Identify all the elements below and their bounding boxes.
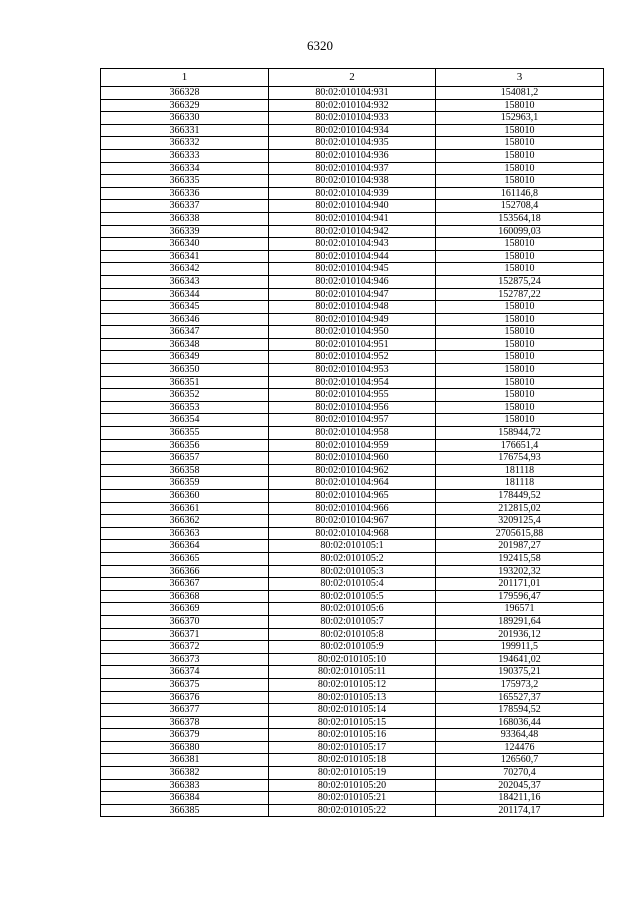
table-row: [101, 275, 604, 288]
table-cell-col-3: 168036,44: [436, 716, 604, 729]
table-cell-col-3: 158010: [436, 389, 604, 402]
table-cell-col-2: 80:02:010104:965: [269, 490, 436, 503]
table-cell-col-1: 366351: [101, 376, 269, 389]
table-cell-col-1: 366331: [101, 124, 269, 137]
table-row: [101, 540, 604, 553]
table-cell-col-3: 212815,02: [436, 502, 604, 515]
table-row: [101, 288, 604, 301]
table-cell-col-3: 158010: [436, 149, 604, 162]
table-cell-col-2: 80:02:010105:8: [269, 628, 436, 641]
table-cell-col-1: 366372: [101, 641, 269, 654]
table-cell-col-3: 158010: [436, 175, 604, 188]
table-cell-col-2: 80:02:010105:16: [269, 729, 436, 742]
table-cell-col-2: 80:02:010105:20: [269, 779, 436, 792]
table-row: [101, 401, 604, 414]
table-row: [101, 792, 604, 805]
table-cell-col-2: 80:02:010104:966: [269, 502, 436, 515]
table-cell-col-2: 80:02:010104:962: [269, 464, 436, 477]
table-cell-col-3: 126560,7: [436, 754, 604, 767]
table-cell-col-3: 158010: [436, 162, 604, 175]
table-cell-col-1: 366340: [101, 238, 269, 251]
table-cell-col-3: 158010: [436, 414, 604, 427]
table-cell-col-1: 366362: [101, 515, 269, 528]
table-row: [101, 137, 604, 150]
table-cell-col-2: 80:02:010104:953: [269, 364, 436, 377]
table-cell-col-3: 70270,4: [436, 767, 604, 780]
table-row: [101, 754, 604, 767]
data-table: [100, 68, 604, 817]
table-cell-col-2: 80:02:010104:941: [269, 212, 436, 225]
table-row: [101, 490, 604, 503]
table-cell-col-3: 152708,4: [436, 200, 604, 213]
table-row: [101, 590, 604, 603]
table-cell-col-2: 80:02:010105:6: [269, 603, 436, 616]
table-cell-col-1: 366384: [101, 792, 269, 805]
table-cell-col-1: 366377: [101, 704, 269, 717]
table-row: [101, 603, 604, 616]
header-cell-1: 1: [101, 69, 269, 87]
table-cell-col-1: 366382: [101, 767, 269, 780]
table-cell-col-3: 124476: [436, 741, 604, 754]
table-cell-col-1: 366346: [101, 313, 269, 326]
table-row: [101, 515, 604, 528]
table-cell-col-2: 80:02:010104:954: [269, 376, 436, 389]
table-cell-col-2: 80:02:010104:938: [269, 175, 436, 188]
table-cell-col-3: 192415,58: [436, 552, 604, 565]
table-cell-col-1: 366376: [101, 691, 269, 704]
table-row: [101, 527, 604, 540]
table-row: [101, 741, 604, 754]
header-row: [101, 69, 604, 87]
table-cell-col-1: 366357: [101, 452, 269, 465]
table-cell-col-3: 158944,72: [436, 427, 604, 440]
table-cell-col-3: 158010: [436, 326, 604, 339]
table-cell-col-3: 178449,52: [436, 490, 604, 503]
table-row: [101, 729, 604, 742]
table-cell-col-3: 196571: [436, 603, 604, 616]
table-cell-col-2: 80:02:010104:958: [269, 427, 436, 440]
table-row: [101, 716, 604, 729]
table-cell-col-2: 80:02:010105:17: [269, 741, 436, 754]
table-cell-col-3: 193202,32: [436, 565, 604, 578]
table-cell-col-3: 158010: [436, 351, 604, 364]
table-row: [101, 313, 604, 326]
table-cell-col-3: 199911,5: [436, 641, 604, 654]
table-cell-col-2: 80:02:010104:933: [269, 112, 436, 125]
table-cell-col-1: 366374: [101, 666, 269, 679]
table-row: [101, 389, 604, 402]
table-cell-col-2: 80:02:010105:14: [269, 704, 436, 717]
table-cell-col-2: 80:02:010104:940: [269, 200, 436, 213]
table-cell-col-3: 201171,01: [436, 578, 604, 591]
table-cell-col-1: 366381: [101, 754, 269, 767]
table-cell-col-1: 366328: [101, 87, 269, 100]
table-row: [101, 641, 604, 654]
table-cell-col-1: 366361: [101, 502, 269, 515]
page-number: 6320: [307, 38, 333, 53]
table-row: [101, 250, 604, 263]
table-cell-col-2: 80:02:010104:968: [269, 527, 436, 540]
table-cell-col-1: 366332: [101, 137, 269, 150]
table-cell-col-2: 80:02:010104:964: [269, 477, 436, 490]
table-cell-col-3: 158010: [436, 401, 604, 414]
table-cell-col-1: 366359: [101, 477, 269, 490]
table-row: [101, 615, 604, 628]
table-cell-col-2: 80:02:010104:945: [269, 263, 436, 276]
table-row: [101, 578, 604, 591]
header-cell-3: 3: [436, 69, 604, 87]
table-row: [101, 552, 604, 565]
table-cell-col-3: 194641,02: [436, 653, 604, 666]
table-cell-col-2: 80:02:010104:936: [269, 149, 436, 162]
table-cell-col-1: 366335: [101, 175, 269, 188]
table-cell-col-3: 202045,37: [436, 779, 604, 792]
table-cell-col-1: 366385: [101, 804, 269, 817]
table-cell-col-2: 80:02:010105:4: [269, 578, 436, 591]
table-cell-col-1: 366365: [101, 552, 269, 565]
table-row: [101, 225, 604, 238]
table-cell-col-2: 80:02:010105:19: [269, 767, 436, 780]
table-cell-col-3: 201174,17: [436, 804, 604, 817]
table-cell-col-3: 158010: [436, 338, 604, 351]
table-row: [101, 452, 604, 465]
table-cell-col-2: 80:02:010104:949: [269, 313, 436, 326]
table-cell-col-1: 366369: [101, 603, 269, 616]
table-row: [101, 565, 604, 578]
table-cell-col-2: 80:02:010105:7: [269, 615, 436, 628]
table-row: [101, 628, 604, 641]
table-row: [101, 112, 604, 125]
header-cell-2: 2: [269, 69, 436, 87]
table-cell-col-2: 80:02:010104:942: [269, 225, 436, 238]
table-cell-col-2: 80:02:010104:932: [269, 99, 436, 112]
table-cell-col-2: 80:02:010104:935: [269, 137, 436, 150]
table-cell-col-2: 80:02:010104:937: [269, 162, 436, 175]
table-cell-col-3: 2705615,88: [436, 527, 604, 540]
table-cell-col-3: 176651,4: [436, 439, 604, 452]
table-cell-col-1: 366378: [101, 716, 269, 729]
table-cell-col-3: 190375,21: [436, 666, 604, 679]
table-cell-col-3: 158010: [436, 313, 604, 326]
table-cell-col-1: 366350: [101, 364, 269, 377]
table-cell-col-3: 154081,2: [436, 87, 604, 100]
table-cell-col-3: 93364,48: [436, 729, 604, 742]
table-cell-col-1: 366348: [101, 338, 269, 351]
table-cell-col-3: 201936,12: [436, 628, 604, 641]
table-cell-col-1: 366358: [101, 464, 269, 477]
table-cell-col-2: 80:02:010105:21: [269, 792, 436, 805]
table-cell-col-1: 366360: [101, 490, 269, 503]
table-cell-col-1: 366349: [101, 351, 269, 364]
table-row: [101, 338, 604, 351]
table-cell-col-3: 184211,16: [436, 792, 604, 805]
table-cell-col-2: 80:02:010105:2: [269, 552, 436, 565]
table-row: [101, 439, 604, 452]
table-cell-col-2: 80:02:010105:10: [269, 653, 436, 666]
table-cell-col-1: 366342: [101, 263, 269, 276]
table-row: [101, 691, 604, 704]
table-cell-col-3: 189291,64: [436, 615, 604, 628]
table-row: [101, 212, 604, 225]
table-cell-col-1: 366344: [101, 288, 269, 301]
table-cell-col-1: 366355: [101, 427, 269, 440]
table-cell-col-1: 366383: [101, 779, 269, 792]
table-cell-col-3: 158010: [436, 99, 604, 112]
table-cell-col-3: 152963,1: [436, 112, 604, 125]
table-cell-col-1: 366337: [101, 200, 269, 213]
table-row: [101, 704, 604, 717]
table-header: [101, 69, 604, 87]
table-row: [101, 678, 604, 691]
table-cell-col-2: 80:02:010104:951: [269, 338, 436, 351]
table-row: [101, 87, 604, 100]
table-cell-col-3: 160099,03: [436, 225, 604, 238]
table-row: [101, 666, 604, 679]
table-cell-col-1: 366366: [101, 565, 269, 578]
table-cell-col-1: 366371: [101, 628, 269, 641]
table-cell-col-3: 176754,93: [436, 452, 604, 465]
table-cell-col-1: 366375: [101, 678, 269, 691]
table-cell-col-1: 366339: [101, 225, 269, 238]
table-cell-col-1: 366338: [101, 212, 269, 225]
table-cell-col-3: 158010: [436, 364, 604, 377]
table-cell-col-1: 366354: [101, 414, 269, 427]
table-row: [101, 263, 604, 276]
table-cell-col-3: 158010: [436, 376, 604, 389]
table-cell-col-1: 366370: [101, 615, 269, 628]
table-cell-col-3: 158010: [436, 301, 604, 314]
table-cell-col-1: 366368: [101, 590, 269, 603]
table-cell-col-2: 80:02:010105:18: [269, 754, 436, 767]
table-cell-col-3: 165527,37: [436, 691, 604, 704]
table-row: [101, 414, 604, 427]
table-cell-col-2: 80:02:010104:959: [269, 439, 436, 452]
table-cell-col-1: 366373: [101, 653, 269, 666]
table-cell-col-1: 366363: [101, 527, 269, 540]
table-cell-col-2: 80:02:010105:9: [269, 641, 436, 654]
table-row: [101, 779, 604, 792]
table-cell-col-1: 366333: [101, 149, 269, 162]
table-cell-col-2: 80:02:010104:946: [269, 275, 436, 288]
table-row: [101, 238, 604, 251]
table-cell-col-3: 158010: [436, 250, 604, 263]
table-cell-col-3: 158010: [436, 238, 604, 251]
table-row: [101, 364, 604, 377]
table-cell-col-2: 80:02:010104:955: [269, 389, 436, 402]
table-cell-col-2: 80:02:010105:1: [269, 540, 436, 553]
table-cell-col-2: 80:02:010105:3: [269, 565, 436, 578]
table-cell-col-1: 366343: [101, 275, 269, 288]
table-cell-col-1: 366341: [101, 250, 269, 263]
table-row: [101, 124, 604, 137]
table-row: [101, 175, 604, 188]
table-row: [101, 301, 604, 314]
table-cell-col-2: 80:02:010104:956: [269, 401, 436, 414]
table-cell-col-2: 80:02:010104:931: [269, 87, 436, 100]
table-cell-col-2: 80:02:010104:947: [269, 288, 436, 301]
table-cell-col-2: 80:02:010104:950: [269, 326, 436, 339]
table-cell-col-1: 366380: [101, 741, 269, 754]
table-row: [101, 187, 604, 200]
table-cell-col-2: 80:02:010104:948: [269, 301, 436, 314]
table-cell-col-2: 80:02:010104:967: [269, 515, 436, 528]
table-cell-col-2: 80:02:010105:13: [269, 691, 436, 704]
table-cell-col-1: 366379: [101, 729, 269, 742]
table-row: [101, 464, 604, 477]
table-cell-col-3: 201987,27: [436, 540, 604, 553]
table-cell-col-3: 3209125,4: [436, 515, 604, 528]
table-row: [101, 200, 604, 213]
table-cell-col-2: 80:02:010104:952: [269, 351, 436, 364]
table-cell-col-3: 158010: [436, 137, 604, 150]
table-cell-col-2: 80:02:010105:11: [269, 666, 436, 679]
table-row: [101, 653, 604, 666]
table-cell-col-1: 366334: [101, 162, 269, 175]
table-row: [101, 804, 604, 817]
table-cell-col-3: 152787,22: [436, 288, 604, 301]
table-cell-col-3: 181118: [436, 477, 604, 490]
table-cell-col-2: 80:02:010104:944: [269, 250, 436, 263]
table-cell-col-1: 366353: [101, 401, 269, 414]
table-cell-col-1: 366347: [101, 326, 269, 339]
table-cell-col-2: 80:02:010105:22: [269, 804, 436, 817]
table-cell-col-2: 80:02:010104:960: [269, 452, 436, 465]
table-row: [101, 376, 604, 389]
table-cell-col-2: 80:02:010104:934: [269, 124, 436, 137]
table-cell-col-3: 175973,2: [436, 678, 604, 691]
table-row: [101, 162, 604, 175]
table-body: [101, 87, 604, 817]
table-row: [101, 351, 604, 364]
table-cell-col-2: 80:02:010104:939: [269, 187, 436, 200]
table-cell-col-2: 80:02:010105:12: [269, 678, 436, 691]
table-cell-col-2: 80:02:010105:5: [269, 590, 436, 603]
table-row: [101, 502, 604, 515]
table-row: [101, 427, 604, 440]
table-cell-col-3: 158010: [436, 124, 604, 137]
table-row: [101, 477, 604, 490]
table-row: [101, 767, 604, 780]
table-row: [101, 99, 604, 112]
table-cell-col-3: 152875,24: [436, 275, 604, 288]
table-cell-col-1: 366352: [101, 389, 269, 402]
table-cell-col-3: 181118: [436, 464, 604, 477]
table-row: [101, 326, 604, 339]
table-cell-col-3: 158010: [436, 263, 604, 276]
table-cell-col-1: 366329: [101, 99, 269, 112]
table-cell-col-1: 366356: [101, 439, 269, 452]
table-cell-col-3: 179596,47: [436, 590, 604, 603]
table-cell-col-2: 80:02:010105:15: [269, 716, 436, 729]
table-cell-col-2: 80:02:010104:943: [269, 238, 436, 251]
table-cell-col-1: 366345: [101, 301, 269, 314]
table-cell-col-1: 366364: [101, 540, 269, 553]
table-cell-col-1: 366367: [101, 578, 269, 591]
table-cell-col-3: 161146,8: [436, 187, 604, 200]
table-cell-col-3: 153564,18: [436, 212, 604, 225]
table-cell-col-1: 366336: [101, 187, 269, 200]
table-row: [101, 149, 604, 162]
table-cell-col-3: 178594,52: [436, 704, 604, 717]
table-cell-col-1: 366330: [101, 112, 269, 125]
table-cell-col-2: 80:02:010104:957: [269, 414, 436, 427]
